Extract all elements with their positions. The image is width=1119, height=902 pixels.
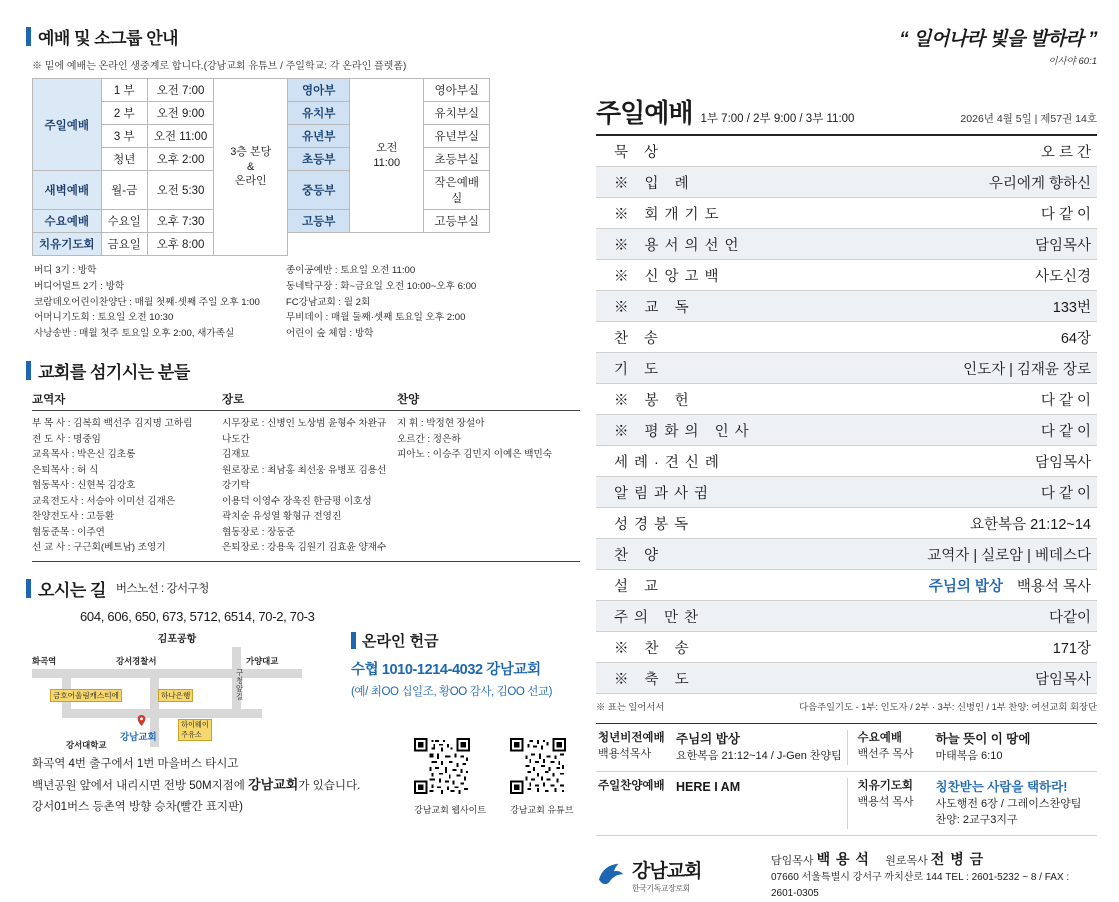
worship-time: 오전 9:00 — [147, 102, 213, 125]
footer-pastors — [771, 848, 1097, 871]
order-value: 다 같 이 — [1040, 206, 1091, 223]
order-key: ※ 신앙고백 — [614, 268, 725, 285]
table-row — [596, 415, 1097, 446]
qr-code-icon — [414, 738, 470, 794]
bus-label: 버스노선 : 강서구청 — [115, 583, 209, 596]
order-of-worship-table — [596, 136, 1097, 694]
worship-when: 금요일 — [101, 233, 147, 256]
note-item: 코람데오어린이찬양단 : 매월 첫째·셋째 주일 오후 1:00 — [34, 296, 260, 308]
location-map — [32, 630, 322, 748]
directions-section-heading — [26, 576, 580, 601]
order-value: 인도자 | 김재윤 장로 — [963, 361, 1091, 378]
church-logo-icon — [596, 860, 626, 890]
offering-heading — [351, 630, 566, 651]
worship-time: 오전 5:30 — [147, 171, 213, 210]
table-row — [596, 384, 1097, 415]
order-key: ※ 용서의선언 — [614, 237, 745, 254]
map-label-bank: 하나은행 — [158, 689, 193, 702]
bulletin-verse-reference: 이사야 60:1 — [1048, 56, 1097, 67]
dept-kinder: 유치부 — [288, 102, 350, 125]
order-key: 묵 상 — [614, 144, 665, 161]
heading-bar-icon — [26, 361, 31, 380]
order-key: 찬 송 — [614, 330, 665, 347]
table-row — [596, 260, 1097, 291]
worship-name-healing: 치유기도회 — [33, 233, 102, 256]
table-row — [596, 167, 1097, 198]
offering-heading-text: 온라인 헌금 — [362, 632, 439, 650]
table-row — [596, 353, 1097, 384]
list-item: 교육전도사 : 서승아 이미선 김재은 — [32, 495, 176, 507]
order-value: 담임목사 — [1034, 237, 1091, 254]
table-row — [596, 539, 1097, 570]
church-denomination: 한국기독교장로회 — [632, 883, 690, 893]
list-item: 김재묘 — [222, 449, 250, 461]
map-road-horizontal — [32, 669, 302, 678]
notice-label — [858, 730, 936, 765]
order-key: 세례·견신례 — [614, 454, 725, 471]
list-item: 교육목사 : 박은신 김초롱 — [32, 449, 136, 461]
list-item: 시무장로 : 신병인 노상범 윤형수 차완규 나도간 — [222, 418, 387, 445]
praise-column — [397, 416, 562, 556]
list-item: 원로장로 : 최남홍 최선웅 유병포 김용선 강기탁 — [222, 464, 387, 492]
worship-place: 3층 본당 & 온라인 — [214, 79, 288, 256]
servants-body-row — [32, 411, 580, 562]
note-item: 어린이 숲 체험 : 방학 — [285, 328, 374, 340]
room-kinder: 유치부실 — [424, 102, 490, 125]
room-high: 고등부실 — [424, 210, 490, 233]
worship-time: 오전 7:00 — [147, 79, 213, 102]
worship-when: 월-금 — [101, 171, 147, 210]
notice-body-top: 하늘 뜻이 이 땅에 — [935, 732, 1031, 746]
list-item: 전 도 사 : 명중임 — [32, 433, 101, 445]
order-value: 다 같 이 — [1040, 423, 1091, 440]
list-item: 협동장로 : 장동준 — [222, 526, 295, 538]
list-item: 피아노 : 이승주 김민지 이예은 백민숙 — [397, 449, 553, 461]
notice-youth-service — [598, 730, 847, 765]
map-label-church: 강남교회 — [120, 731, 157, 743]
list-item: 협동목사 : 신현복 김강호 — [32, 480, 136, 492]
table-row-sermon — [596, 570, 1097, 601]
order-key: ※ 입 례 — [614, 175, 695, 192]
order-key: ※ 교 독 — [614, 299, 695, 316]
order-value: 교역자 | 실로암 | 베데스다 — [927, 547, 1091, 564]
note-item: 무비데이 : 매월 둘째·셋째 토요일 오후 2:00 — [285, 312, 466, 324]
list-item: 선 교 사 : 구근회(베트남) 조영기 — [32, 542, 166, 554]
table-row — [596, 477, 1097, 508]
notes-right-col — [286, 263, 476, 342]
col-header-praise: 찬양 — [397, 394, 420, 407]
note-item: FC강남교회 : 월 2회 — [285, 296, 371, 308]
qr-code-icon — [510, 738, 566, 794]
pastor-name: 백 용 석 — [816, 850, 870, 867]
order-value: 64장 — [1060, 330, 1091, 347]
dept-middle: 중등부 — [288, 171, 350, 210]
table-row — [596, 601, 1097, 632]
order-key: ※ 봉 헌 — [614, 392, 695, 409]
notice-body-bottom: 요한복음 21:12~14 / J-Gen 찬양팀 — [676, 749, 842, 762]
notice-body — [676, 730, 847, 765]
order-foot-right: 다음주일기도 - 1부: 인도자 / 2부 · 3부: 신병인 / 1부 찬양: 여선교회 회장단 — [799, 702, 1097, 712]
order-value: 요한복음 21:12~14 — [970, 516, 1091, 533]
dept-junior: 유년부 — [288, 125, 350, 148]
note-item: 버디어덜트 2기 : 방학 — [34, 280, 125, 292]
sermon-title: 주님의 밥상 — [928, 578, 1003, 595]
order-value-sermon — [836, 570, 1097, 601]
note-item: 종이공예반 : 토요일 오전 11:00 — [285, 265, 416, 276]
notice-body-top: 주님의 밥상 — [676, 732, 740, 746]
map-pin-icon — [136, 715, 147, 726]
dept-high: 고등부 — [288, 210, 350, 233]
footer-info — [771, 848, 1097, 902]
notice-wednesday-service — [847, 730, 1096, 765]
servants-heading-text: 교회를 섬기시는 분들 — [38, 363, 190, 383]
pastor-label: 담임목사 — [771, 854, 814, 867]
worship-when: 2 부 — [101, 102, 147, 125]
notice-body — [936, 778, 1096, 829]
note-item: 사낭송반 : 매월 첫주 토요일 오후 2:00, 새가족실 — [34, 328, 235, 340]
worship-schedule-table — [32, 78, 490, 256]
notice-body — [936, 730, 1096, 765]
col-header-pastors: 교역자 — [32, 394, 66, 407]
elders-column — [222, 416, 397, 556]
notice-label-top: 주일찬양예배 — [598, 779, 665, 792]
worship-section-heading — [26, 24, 580, 49]
notice-label-bottom: 백용석 목사 — [857, 795, 914, 808]
table-row — [596, 291, 1097, 322]
dept-elementary: 초등부 — [288, 148, 350, 171]
notice-body-bottom: 사도행전 6장 / 그레이스찬양팀 찬양: 2교구3지구 — [935, 797, 1082, 826]
table-row — [596, 198, 1097, 229]
col-header-elders: 장로 — [222, 394, 245, 407]
notice-label — [858, 778, 936, 829]
church-logo — [596, 856, 771, 894]
order-key: 찬 양 — [614, 547, 665, 564]
worship-when: 청년 — [101, 148, 147, 171]
notice-body-bottom: 마태복음 6:10 — [935, 749, 1003, 762]
notes-left-col — [34, 263, 260, 342]
order-key: 성경봉독 — [614, 516, 695, 533]
order-value: 다같이 — [1048, 609, 1091, 626]
note-item: 동네탁구장 : 화~금요일 오전 10:00~오후 6:00 — [285, 280, 477, 292]
notice-body-top: 칭찬받는 사람을 택하라! — [935, 779, 1068, 794]
empty-cell — [350, 233, 424, 256]
qr-website[interactable] — [414, 738, 486, 816]
bus-route-list: 604, 606, 650, 673, 5712, 6514, 70-2, 70-3 — [80, 608, 315, 624]
notice-row — [596, 772, 1097, 836]
qr-caption-youtube: 강남교회 유튜브 — [510, 804, 574, 815]
order-key: 기 도 — [614, 361, 665, 378]
order-value: 담임목사 — [1034, 671, 1091, 688]
empty-cell — [288, 233, 350, 256]
room-junior: 유년부실 — [424, 125, 490, 148]
pastors-column — [32, 416, 222, 556]
table-row — [33, 79, 490, 102]
directions-line-3: 강서01버스 등촌역 방향 승차(빨간 표지판) — [32, 800, 243, 813]
worship-time: 오후 2:00 — [147, 148, 213, 171]
room-infant: 영아부실 — [424, 79, 490, 102]
qr-code-group — [414, 738, 573, 816]
worship-time: 오후 8:00 — [147, 233, 213, 256]
map-label-gas-station: 하이웨이 주유소 — [178, 719, 212, 741]
worship-when: 3 부 — [101, 125, 147, 148]
order-value: 오 르 간 — [1040, 144, 1091, 161]
notice-label — [598, 730, 676, 765]
elder-pastor-label: 원로목사 — [885, 854, 928, 867]
church-name: 강남교회 — [632, 860, 702, 882]
offering-account-note: (예/ 최OO 십일조, 황OO 감사, 김OO 선교) — [351, 685, 553, 698]
order-value: 우리에게 향하신 — [988, 175, 1091, 192]
worship-name-sunday: 주일예배 — [33, 79, 102, 171]
small-group-notes — [34, 263, 580, 342]
service-date: 2026년 4월 5일 | 제57권 14호 — [960, 113, 1097, 125]
list-item: 곽치순 유성열 황형규 전영진 — [222, 511, 342, 523]
order-key: ※ 평화의 인사 — [614, 423, 755, 440]
order-footnotes — [596, 699, 1097, 713]
servants-header-row — [32, 391, 580, 411]
qr-youtube[interactable] — [510, 738, 573, 816]
note-item: 어머니기도회 : 토요일 오전 10:30 — [34, 312, 174, 324]
bulletin-verse: “ 일어나라 빛을 발하라 ” — [899, 29, 1097, 50]
dept-time: 오전 11:00 — [350, 79, 424, 233]
worship-time: 오전 11:00 — [147, 125, 213, 148]
heading-bar-icon — [26, 579, 31, 598]
qr-caption-website: 강남교회 웹사이트 — [414, 804, 487, 815]
order-value: 133번 — [1052, 299, 1091, 316]
worship-name-wed: 수요예배 — [33, 210, 102, 233]
worship-heading-text: 예배 및 소그룹 안내 — [38, 29, 179, 48]
order-key: 알림과사귐 — [614, 485, 715, 502]
sermon-preacher: 백용석 목사 — [1016, 578, 1091, 595]
map-canvas — [32, 647, 302, 750]
elder-pastor-name: 전 병 금 — [930, 850, 985, 867]
directions-heading-text: 오시는 길 — [38, 580, 106, 600]
order-value: 다 같 이 — [1040, 392, 1091, 409]
order-key: ※ 찬 송 — [614, 640, 695, 657]
right-column — [596, 0, 1119, 900]
order-key: ※ 회개기도 — [614, 206, 725, 223]
order-value: 담임목사 — [1034, 454, 1091, 471]
list-item: 은퇴목사 : 허 식 — [32, 464, 99, 476]
dept-infant: 영아부 — [288, 79, 350, 102]
church-name-inline: 강남교회 — [248, 777, 299, 793]
servants-table — [32, 391, 580, 562]
table-row — [596, 136, 1097, 167]
notice-healing-service — [847, 778, 1096, 829]
notice-label-top: 청년비전예배 — [598, 732, 665, 744]
left-column — [0, 0, 580, 815]
map-label-hwagok: 화곡역 — [32, 655, 57, 666]
order-foot-left: ※ 표는 일어서서 — [596, 702, 665, 712]
map-label-airport: 김포공항 — [157, 633, 197, 645]
order-value: 다 같 이 — [1040, 485, 1091, 502]
table-row — [596, 446, 1097, 477]
footer — [596, 848, 1097, 902]
order-value: 사도신경 — [1034, 268, 1091, 285]
service-header — [596, 93, 1097, 136]
list-item: 부 목 사 : 김복희 백선주 김지명 고하림 — [32, 418, 193, 430]
worship-note: ※ 밑에 예배는 온라인 생중계로 합니다.(강남교회 유튜브 / 주일학교: 각 온라인 플렛폼) — [32, 61, 407, 72]
map-label-gayang: 가양대교 — [246, 655, 279, 666]
table-row — [596, 663, 1097, 694]
table-row — [596, 322, 1097, 353]
list-item: 오르간 : 정은하 — [397, 433, 461, 445]
online-offering-section — [351, 630, 566, 699]
map-label-university: 강서대학교 — [66, 739, 107, 750]
heading-bar-icon — [351, 632, 356, 649]
list-item: 은퇴장로 : 강용욱 김원기 김효윤 양재수 — [222, 542, 387, 554]
order-key: 설 교 — [614, 578, 665, 595]
footer-address: 07660 서울특별시 강서구 까치산로 144 TEL : 2601-5232 ~ 8 / FAX : 2601-0305 — [771, 872, 1070, 900]
note-item: 버디 3기 : 방학 — [34, 265, 97, 276]
worship-when: 수요일 — [101, 210, 147, 233]
list-item: 이용덕 이영수 장욱진 한금평 이호성 — [222, 495, 372, 507]
notice-body — [676, 778, 847, 829]
directions-line-2: 백년공원 앞에서 내리시면 전방 50M지점에 강남교회가 있습니다. — [32, 777, 361, 793]
notice-label-bottom: 백용석목사 — [598, 747, 652, 760]
order-key: 주의 만찬 — [614, 609, 705, 626]
notice-label-top: 치유기도회 — [857, 779, 914, 792]
list-item: 협동준목 : 이주연 — [32, 526, 105, 538]
servants-section-heading — [26, 358, 580, 383]
notice-row — [596, 724, 1097, 772]
room-elementary: 초등부실 — [424, 148, 490, 171]
directions-line-1: 화곡역 4번 출구에서 1번 마을버스 타시고 — [32, 757, 239, 770]
notice-label — [598, 778, 676, 829]
order-key: ※ 축 도 — [614, 671, 695, 688]
table-row — [596, 508, 1097, 539]
notice-body-top: HERE I AM — [676, 779, 741, 794]
service-title: 주일예배 — [596, 98, 693, 128]
list-item: 지 휘 : 박정현 장설아 — [397, 418, 485, 430]
worship-when: 1 부 — [101, 79, 147, 102]
notices-section — [596, 723, 1097, 836]
service-times: 1부 7:00 / 2부 9:00 / 3부 11:00 — [700, 113, 855, 125]
offering-account-number: 수협 1010-1214-4032 강남교회 — [351, 661, 541, 678]
table-row — [596, 229, 1097, 260]
map-label-apartment: 금호어울림캐스티에 — [50, 689, 122, 702]
table-row — [596, 632, 1097, 663]
worship-name-dawn: 새벽예배 — [33, 171, 102, 210]
map-road-horizontal — [62, 709, 262, 718]
map-label-police: 강서경찰서 — [116, 655, 157, 666]
list-item: 찬양전도사 : 고등환 — [32, 511, 115, 523]
map-label-street: 구 청 앞 길 — [236, 667, 244, 701]
room-middle: 작은예배실 — [424, 171, 490, 210]
notice-label-bottom: 백선주 목사 — [857, 747, 914, 760]
order-value: 171장 — [1052, 640, 1091, 657]
worship-time: 오후 7:30 — [147, 210, 213, 233]
heading-bar-icon — [26, 27, 31, 46]
notice-label-top: 수요예배 — [857, 732, 902, 744]
notice-praise-service — [598, 778, 847, 829]
